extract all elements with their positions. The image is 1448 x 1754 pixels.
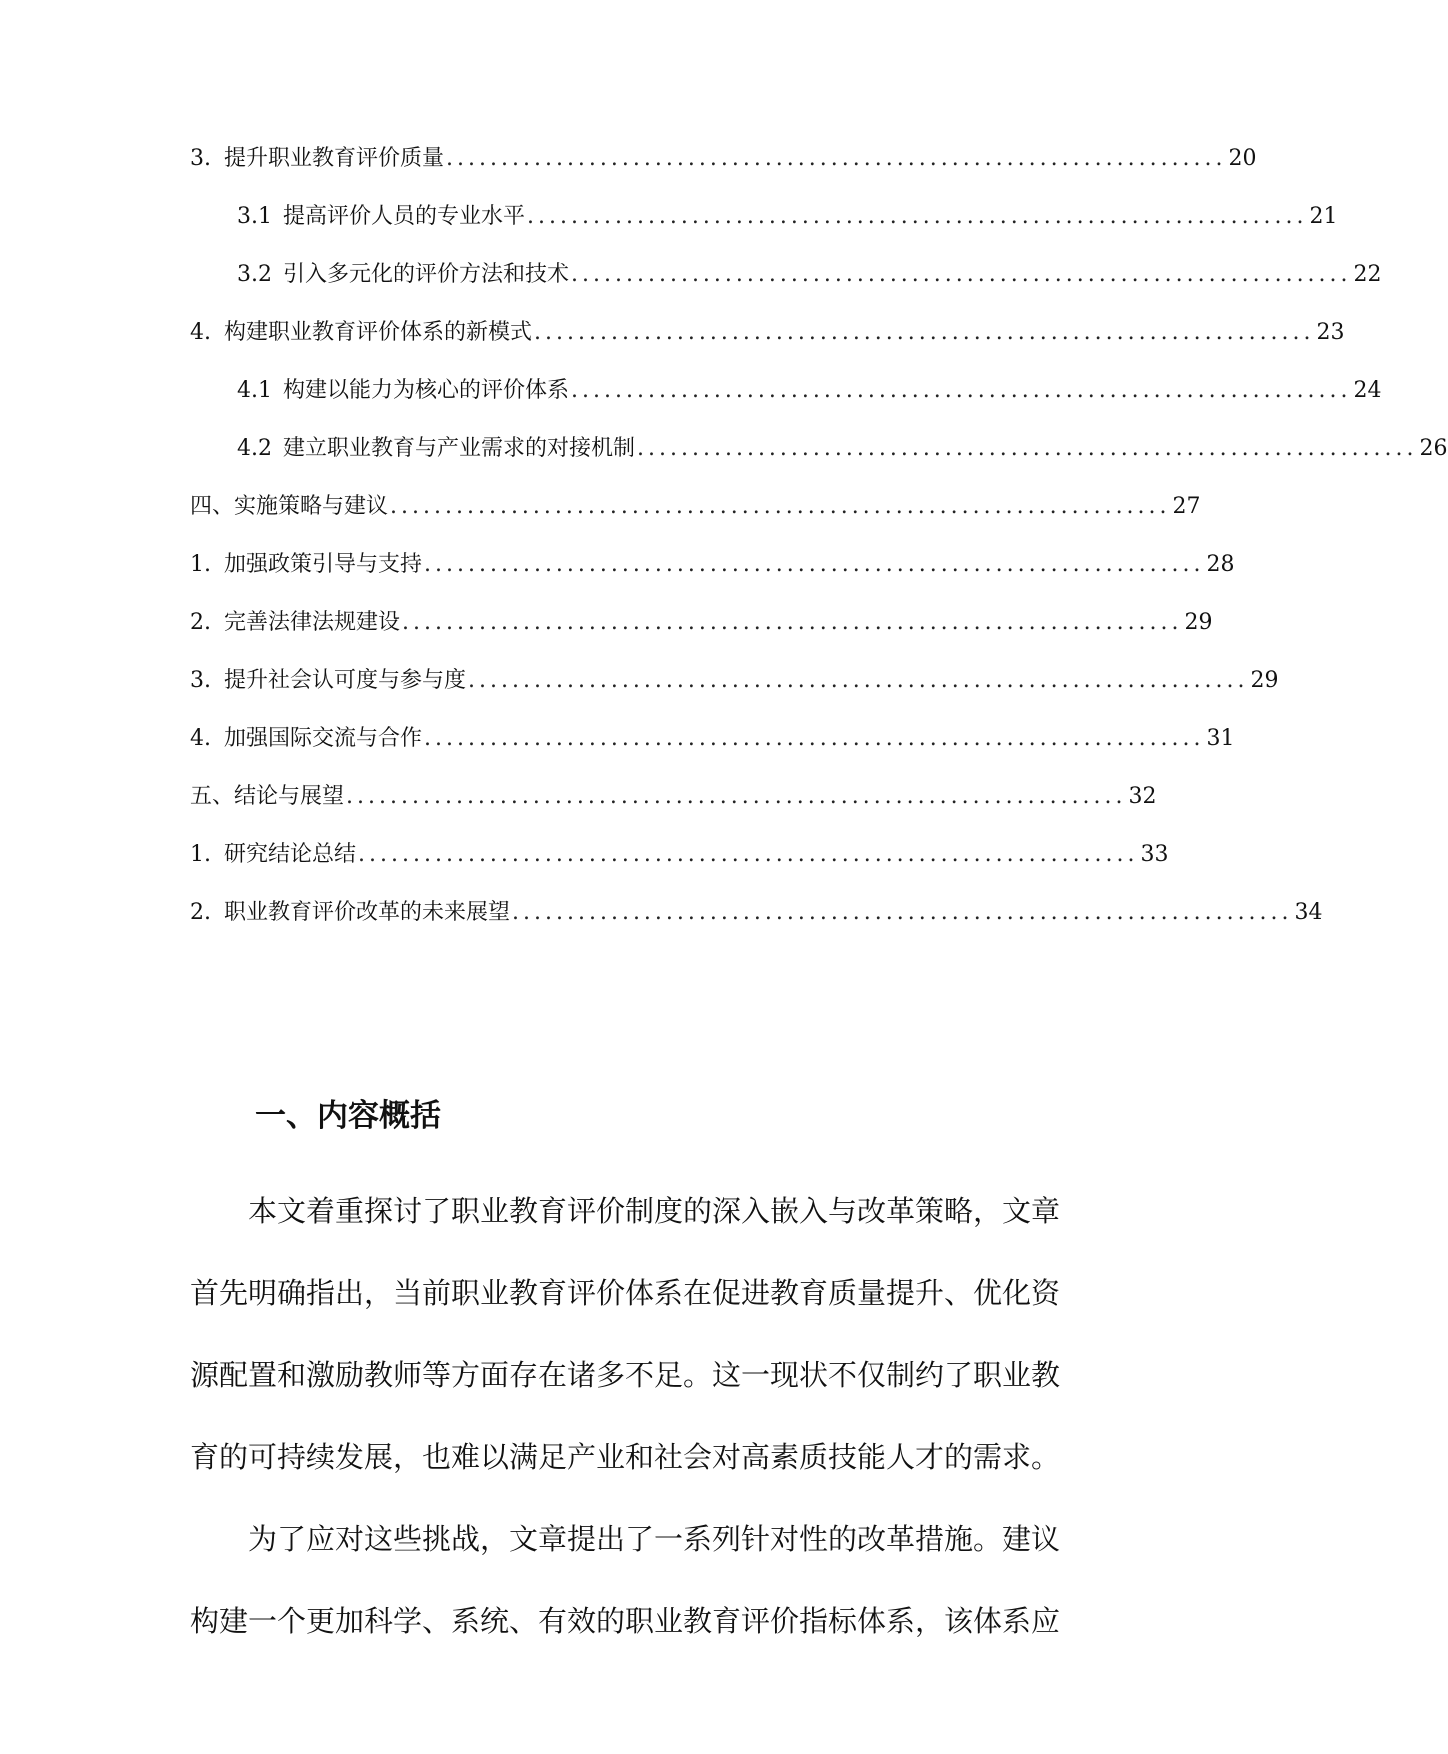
toc-entry[interactable] [190, 781, 1157, 813]
toc-leader-dots: ....................................................................... [468, 668, 1249, 693]
toc-entry-title: 提高评价人员的专业水平 [283, 204, 526, 229]
toc-entry-title: 构建以能力为核心的评价体系 [283, 378, 570, 403]
toc-entry-number: 4.1 [237, 378, 272, 403]
toc-entry[interactable] [190, 723, 1235, 755]
toc-entry-title: 完善法律法规建设 [224, 610, 401, 635]
toc-entry-number: 3. [190, 146, 211, 171]
toc-entry-page: 33 [1140, 842, 1169, 867]
toc-entry-number: 4. [190, 320, 211, 345]
toc-leader-dots: ....................................................................... [390, 494, 1171, 519]
toc-entry-title: 加强国际交流与合作 [224, 726, 423, 751]
toc-entry[interactable] [237, 375, 1382, 407]
toc-leader-dots: ....................................................................... [512, 900, 1293, 925]
toc-entry-title: 构建职业教育评价体系的新模式 [224, 320, 533, 345]
toc-leader-dots: ....................................................................... [346, 784, 1127, 809]
toc-entry-page: 27 [1172, 494, 1201, 519]
toc-entry[interactable] [190, 839, 1169, 871]
toc-entry-page: 31 [1206, 726, 1235, 751]
toc-entry[interactable] [190, 897, 1323, 929]
toc-entry[interactable] [237, 259, 1382, 291]
toc-entry-title: 引入多元化的评价方法和技术 [283, 262, 570, 287]
toc-entry-page: 24 [1353, 378, 1382, 403]
toc-entry-number: 4.2 [237, 436, 272, 461]
toc-entry-number: 1. [190, 552, 211, 577]
toc-entry-page: 26 [1419, 436, 1448, 461]
toc-entry-number: 2. [190, 900, 211, 925]
toc-entry-title: 提升职业教育评价质量 [224, 146, 445, 171]
toc-entry-page: 32 [1128, 784, 1157, 809]
paragraph: 为了应对这些挑战，文章提出了一系列针对性的改革措施。建议构建一个更加科学、系统、有效的职业教育评价指标体系，该体系应 [190, 1522, 1061, 1638]
toc-entry-title: 研究结论总结 [224, 842, 357, 867]
toc-entry-title: 加强政策引导与支持 [224, 552, 423, 577]
paragraph: 本文着重探讨了职业教育评价制度的深入嵌入与改革策略，文章首先明确指出，当前职业教育评价体系在促进教育质量提升、优化资源配置和激励教师等方面存在诸多不足。这一现状不仅制约了职业教育的可持续发展，也难以满足产业和社会对高素质技能人才的需求。 [190, 1194, 1061, 1474]
toc-leader-dots: ....................................................................... [637, 436, 1418, 461]
toc-entry[interactable] [190, 491, 1201, 523]
toc-entry-number: 4. [190, 726, 211, 751]
toc-leader-dots: ....................................................................... [571, 378, 1352, 403]
toc-entry-page: 23 [1316, 320, 1345, 345]
toc-entry[interactable] [190, 317, 1345, 349]
toc-entry-number: 3. [190, 668, 211, 693]
toc-entry-page: 29 [1184, 610, 1213, 635]
toc-entry-title: 五、结论与展望 [190, 784, 345, 809]
toc-leader-dots: ....................................................................... [571, 262, 1352, 287]
toc-leader-dots: ....................................................................... [446, 146, 1227, 171]
toc-entry[interactable] [237, 433, 1448, 465]
toc-entry-number: 2. [190, 610, 211, 635]
toc-entry-page: 28 [1206, 552, 1235, 577]
toc-entry[interactable] [237, 201, 1338, 233]
toc-entry-title: 四、实施策略与建议 [190, 494, 389, 519]
toc-entry-number: 3.2 [237, 262, 272, 287]
section-body [190, 1170, 1060, 1662]
toc-entry-number: 3.1 [237, 204, 272, 229]
toc-leader-dots: ....................................................................... [424, 726, 1205, 751]
toc-leader-dots: ....................................................................... [402, 610, 1183, 635]
toc-leader-dots: ....................................................................... [424, 552, 1205, 577]
toc-entry-title: 建立职业教育与产业需求的对接机制 [283, 436, 636, 461]
toc-entry-page: 21 [1309, 204, 1338, 229]
toc-entry[interactable] [190, 143, 1257, 175]
toc-leader-dots: ....................................................................... [534, 320, 1315, 345]
toc-entry-page: 29 [1250, 668, 1279, 693]
toc-entry[interactable] [190, 665, 1279, 697]
toc-entry[interactable] [190, 607, 1213, 639]
toc-entry[interactable] [190, 549, 1235, 581]
toc-leader-dots: ....................................................................... [358, 842, 1139, 867]
toc-entry-page: 20 [1228, 146, 1257, 171]
toc-leader-dots: ....................................................................... [527, 204, 1308, 229]
toc-entry-title: 提升社会认可度与参与度 [224, 668, 467, 693]
section-heading: 一、内容概括 [255, 1098, 441, 1134]
toc-entry-title: 职业教育评价改革的未来展望 [224, 900, 511, 925]
toc-entry-number: 1. [190, 842, 211, 867]
toc-entry-page: 34 [1294, 900, 1323, 925]
toc-entry-page: 22 [1353, 262, 1382, 287]
